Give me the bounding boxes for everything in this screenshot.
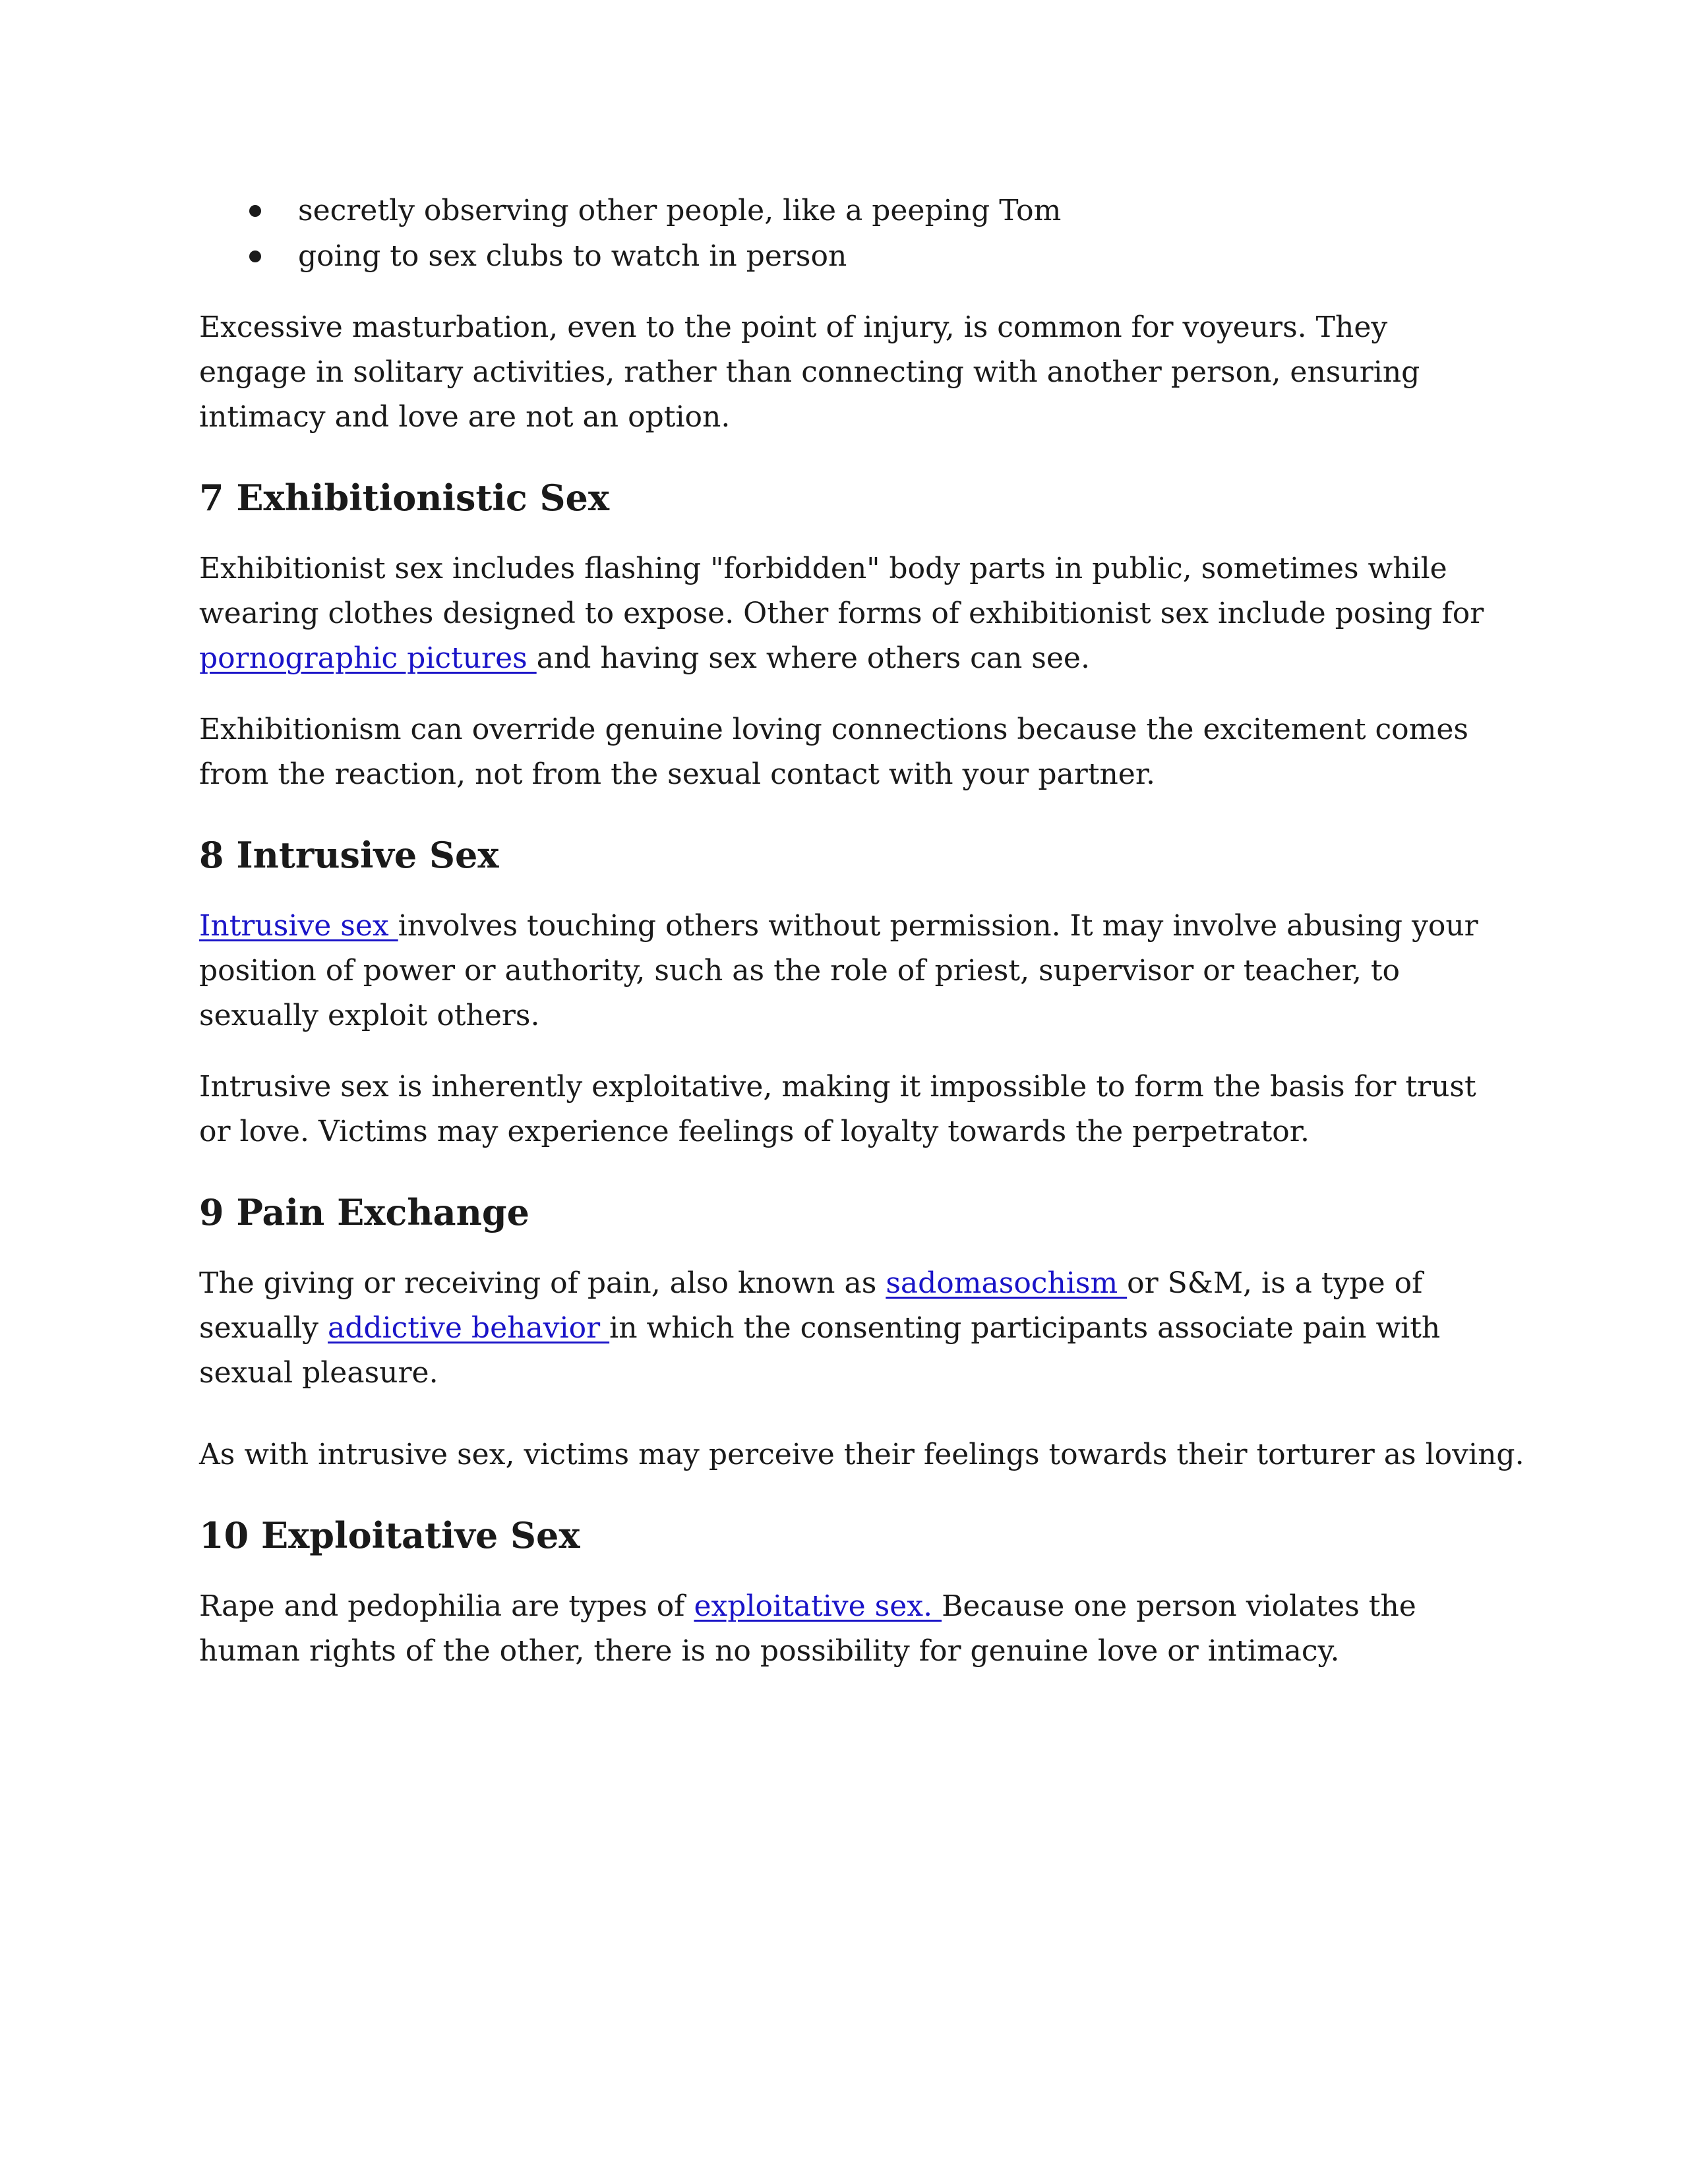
exhibitionist-paragraph-2: Exhibitionism can override genuine loving connections because the excitement comes from the reaction, not from the sexual contact with your partner. [199,713,1468,791]
section-heading-intrusive-sex: 8 Intrusive Sex [199,834,499,876]
intrusive-sex-link[interactable]: Intrusive sex [199,909,398,943]
voyeur-paragraph: Excessive masturbation, even to the point of injury, is common for voyeurs. They engage in solitary activities, rather than connecting with another person, ensuring intimacy and love are not an option. [199,310,1420,434]
exploitative-paragraph-1 [199,1584,1492,1674]
exhibitionist-paragraph-1 [199,546,1492,681]
pain-exchange-paragraph-2: As with intrusive sex, victims may perceive their feelings towards their torturer as loving. [199,1438,1524,1471]
document-body [199,188,1524,1700]
paragraph-text: Exhibitionist sex includes flashing "forbidden" body parts in public, sometimes while wearing clothes designed to expose. Other forms of exhibitionist sex include posing for [199,552,1484,630]
list-item [199,233,1492,279]
sadomasochism-link[interactable]: sadomasochism [886,1266,1128,1300]
bullet-icon [249,205,261,217]
paragraph-text: Because one person violates the human rights of the other, there is no possibility for genuine love or intimacy. [199,1589,1416,1668]
section-heading-exploitative-sex: 10 Exploitative Sex [199,1514,580,1556]
paragraph-text: The giving or receiving of pain, also known as [199,1266,886,1300]
list-item [199,188,1492,233]
paragraph-text: in which the consenting participants associate pain with sexual pleasure. [199,1311,1441,1390]
pain-exchange-paragraph-1 [199,1261,1492,1396]
intrusive-paragraph-2: Intrusive sex is inherently exploitative, making it impossible to form the basis for trust or love. Victims may experience feelings of loyalty towards the perpetrator. [199,1070,1476,1148]
bullet-text: going to sex clubs to watch in person [298,239,847,273]
intrusive-paragraph-1 [199,904,1492,1038]
section-heading-pain-exchange: 9 Pain Exchange [199,1191,529,1233]
exploitative-sex-link[interactable]: exploitative sex. [694,1589,942,1623]
addictive-behavior-link[interactable]: addictive behavior [328,1311,610,1345]
bullet-list [199,188,1492,279]
section-heading-exhibitionistic-sex: 7 Exhibitionistic Sex [199,477,610,519]
pornographic-pictures-link[interactable]: pornographic pictures [199,641,537,675]
bullet-text: secretly observing other people, like a peeping Tom [298,194,1062,227]
paragraph-text: or S&M, is a type of sexually [199,1266,1423,1345]
paragraph-text: and having sex where others can see. [536,641,1090,675]
paragraph-text: involves touching others without permission. It may involve abusing your position of power or authority, such as the role of priest, supervisor or teacher, to sexually exploit others. [199,909,1478,1032]
bullet-icon [249,251,261,262]
paragraph-text: Rape and pedophilia are types of [199,1589,694,1623]
